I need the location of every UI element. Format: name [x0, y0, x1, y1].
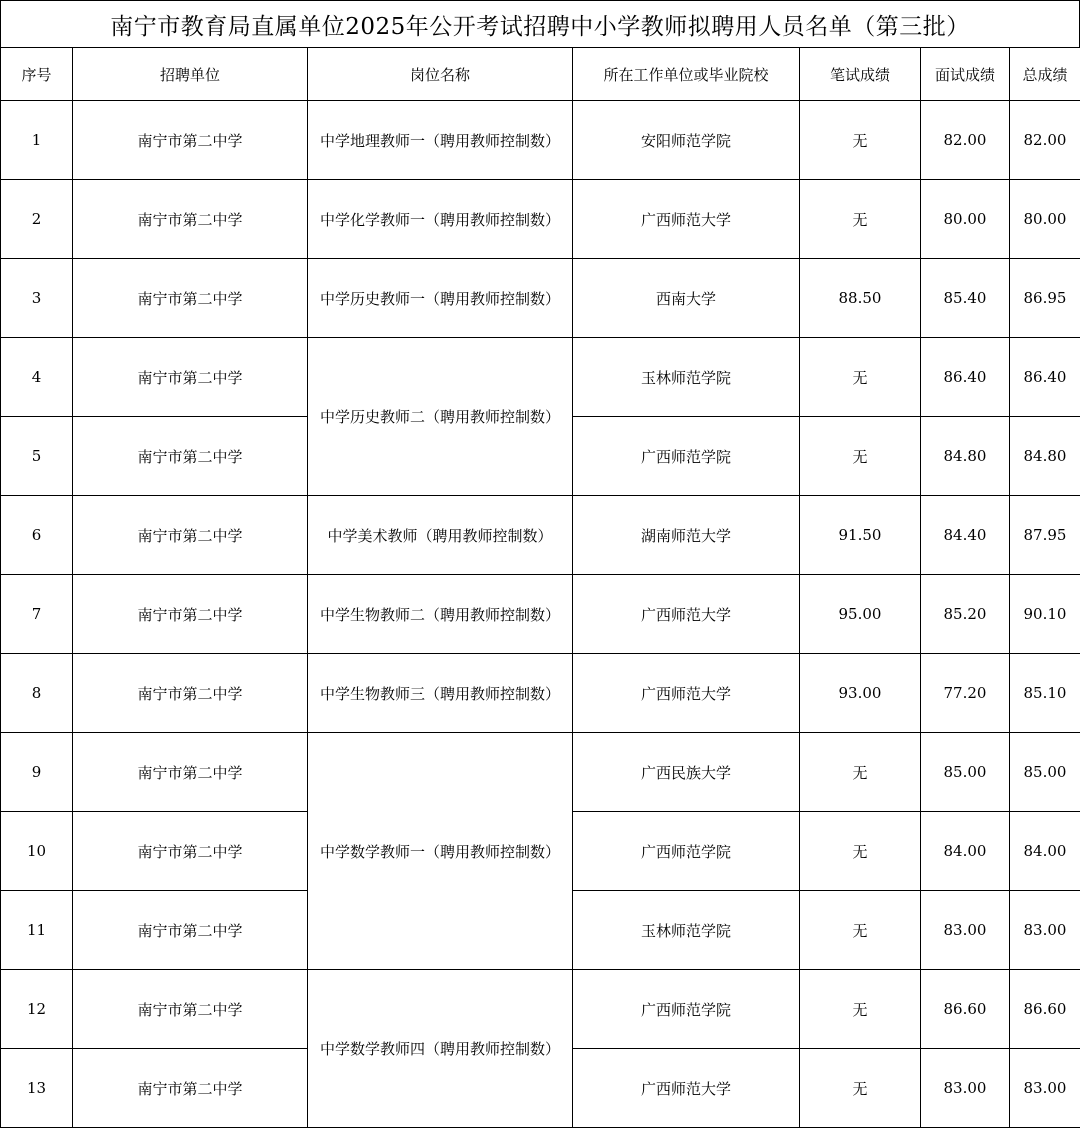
cell-total-score: 87.95: [1010, 496, 1080, 575]
cell-interview-score: 85.40: [921, 259, 1010, 338]
cell-written-score: 无: [800, 1049, 921, 1128]
cell-written-score: 无: [800, 733, 921, 812]
document-title: 南宁市教育局直属单位2025年公开考试招聘中小学教师拟聘用人员名单（第三批）: [0, 0, 1080, 48]
cell-school: 广西师范大学: [573, 575, 800, 654]
cell-interview-score: 85.00: [921, 733, 1010, 812]
cell-written-score: 无: [800, 970, 921, 1049]
cell-seq: 1: [1, 101, 73, 180]
header-total-score: 总成绩: [1010, 48, 1080, 101]
table-row: [1, 101, 1080, 180]
cell-interview-score: 83.00: [921, 891, 1010, 970]
cell-written-score: 91.50: [800, 496, 921, 575]
cell-school: 广西师范大学: [573, 654, 800, 733]
cell-total-score: 83.00: [1010, 1049, 1080, 1128]
cell-written-score: 88.50: [800, 259, 921, 338]
cell-total-score: 83.00: [1010, 891, 1080, 970]
cell-seq: 2: [1, 180, 73, 259]
cell-position: 中学生物教师三（聘用教师控制数）: [308, 654, 573, 733]
cell-unit: 南宁市第二中学: [73, 891, 308, 970]
header-interview-score: 面试成绩: [921, 48, 1010, 101]
cell-written-score: 93.00: [800, 654, 921, 733]
header-school: 所在工作单位或毕业院校: [573, 48, 800, 101]
cell-interview-score: 84.00: [921, 812, 1010, 891]
cell-school: 湖南师范大学: [573, 496, 800, 575]
cell-position: 中学历史教师一（聘用教师控制数）: [308, 259, 573, 338]
cell-school: 安阳师范学院: [573, 101, 800, 180]
cell-school: 广西师范学院: [573, 417, 800, 496]
cell-school: 广西师范大学: [573, 1049, 800, 1128]
cell-written-score: 无: [800, 891, 921, 970]
cell-interview-score: 83.00: [921, 1049, 1010, 1128]
cell-seq: 9: [1, 733, 73, 812]
table-row: [1, 733, 1080, 812]
cell-seq: 11: [1, 891, 73, 970]
cell-position: 中学数学教师一（聘用教师控制数）: [308, 733, 573, 970]
cell-total-score: 80.00: [1010, 180, 1080, 259]
cell-interview-score: 85.20: [921, 575, 1010, 654]
cell-written-score: 95.00: [800, 575, 921, 654]
cell-written-score: 无: [800, 417, 921, 496]
cell-unit: 南宁市第二中学: [73, 338, 308, 417]
cell-seq: 8: [1, 654, 73, 733]
cell-interview-score: 84.80: [921, 417, 1010, 496]
table-row: [1, 338, 1080, 417]
table-row: [1, 575, 1080, 654]
cell-school: 广西师范学院: [573, 970, 800, 1049]
cell-school: 玉林师范学院: [573, 338, 800, 417]
cell-total-score: 86.60: [1010, 970, 1080, 1049]
cell-unit: 南宁市第二中学: [73, 417, 308, 496]
cell-position: 中学美术教师（聘用教师控制数）: [308, 496, 573, 575]
cell-interview-score: 82.00: [921, 101, 1010, 180]
cell-seq: 13: [1, 1049, 73, 1128]
cell-unit: 南宁市第二中学: [73, 496, 308, 575]
cell-written-score: 无: [800, 101, 921, 180]
cell-unit: 南宁市第二中学: [73, 259, 308, 338]
cell-seq: 5: [1, 417, 73, 496]
cell-total-score: 86.95: [1010, 259, 1080, 338]
cell-seq: 12: [1, 970, 73, 1049]
cell-interview-score: 77.20: [921, 654, 1010, 733]
cell-seq: 6: [1, 496, 73, 575]
cell-interview-score: 80.00: [921, 180, 1010, 259]
cell-total-score: 82.00: [1010, 101, 1080, 180]
cell-written-score: 无: [800, 812, 921, 891]
header-unit: 招聘单位: [73, 48, 308, 101]
cell-seq: 7: [1, 575, 73, 654]
cell-position: 中学历史教师二（聘用教师控制数）: [308, 338, 573, 496]
cell-unit: 南宁市第二中学: [73, 101, 308, 180]
cell-school: 广西民族大学: [573, 733, 800, 812]
cell-interview-score: 86.60: [921, 970, 1010, 1049]
cell-total-score: 84.80: [1010, 417, 1080, 496]
header-position: 岗位名称: [308, 48, 573, 101]
cell-school: 广西师范大学: [573, 180, 800, 259]
cell-total-score: 90.10: [1010, 575, 1080, 654]
cell-total-score: 84.00: [1010, 812, 1080, 891]
cell-total-score: 85.10: [1010, 654, 1080, 733]
cell-position: 中学地理教师一（聘用教师控制数）: [308, 101, 573, 180]
cell-written-score: 无: [800, 180, 921, 259]
cell-seq: 10: [1, 812, 73, 891]
cell-interview-score: 84.40: [921, 496, 1010, 575]
cell-unit: 南宁市第二中学: [73, 575, 308, 654]
table-row: [1, 180, 1080, 259]
table-row: [1, 970, 1080, 1049]
hiring-table: [0, 47, 1080, 1128]
cell-written-score: 无: [800, 338, 921, 417]
cell-school: 西南大学: [573, 259, 800, 338]
cell-unit: 南宁市第二中学: [73, 970, 308, 1049]
cell-seq: 3: [1, 259, 73, 338]
cell-seq: 4: [1, 338, 73, 417]
table-row: [1, 259, 1080, 338]
cell-unit: 南宁市第二中学: [73, 654, 308, 733]
cell-school: 玉林师范学院: [573, 891, 800, 970]
cell-position: 中学化学教师一（聘用教师控制数）: [308, 180, 573, 259]
cell-interview-score: 86.40: [921, 338, 1010, 417]
cell-position: 中学数学教师四（聘用教师控制数）: [308, 970, 573, 1128]
cell-unit: 南宁市第二中学: [73, 733, 308, 812]
cell-total-score: 85.00: [1010, 733, 1080, 812]
cell-unit: 南宁市第二中学: [73, 1049, 308, 1128]
cell-total-score: 86.40: [1010, 338, 1080, 417]
table-row: [1, 496, 1080, 575]
header-seq: 序号: [1, 48, 73, 101]
cell-unit: 南宁市第二中学: [73, 812, 308, 891]
cell-position: 中学生物教师二（聘用教师控制数）: [308, 575, 573, 654]
table-row: [1, 654, 1080, 733]
table-header-row: [1, 48, 1080, 101]
cell-school: 广西师范学院: [573, 812, 800, 891]
header-written-score: 笔试成绩: [800, 48, 921, 101]
cell-unit: 南宁市第二中学: [73, 180, 308, 259]
